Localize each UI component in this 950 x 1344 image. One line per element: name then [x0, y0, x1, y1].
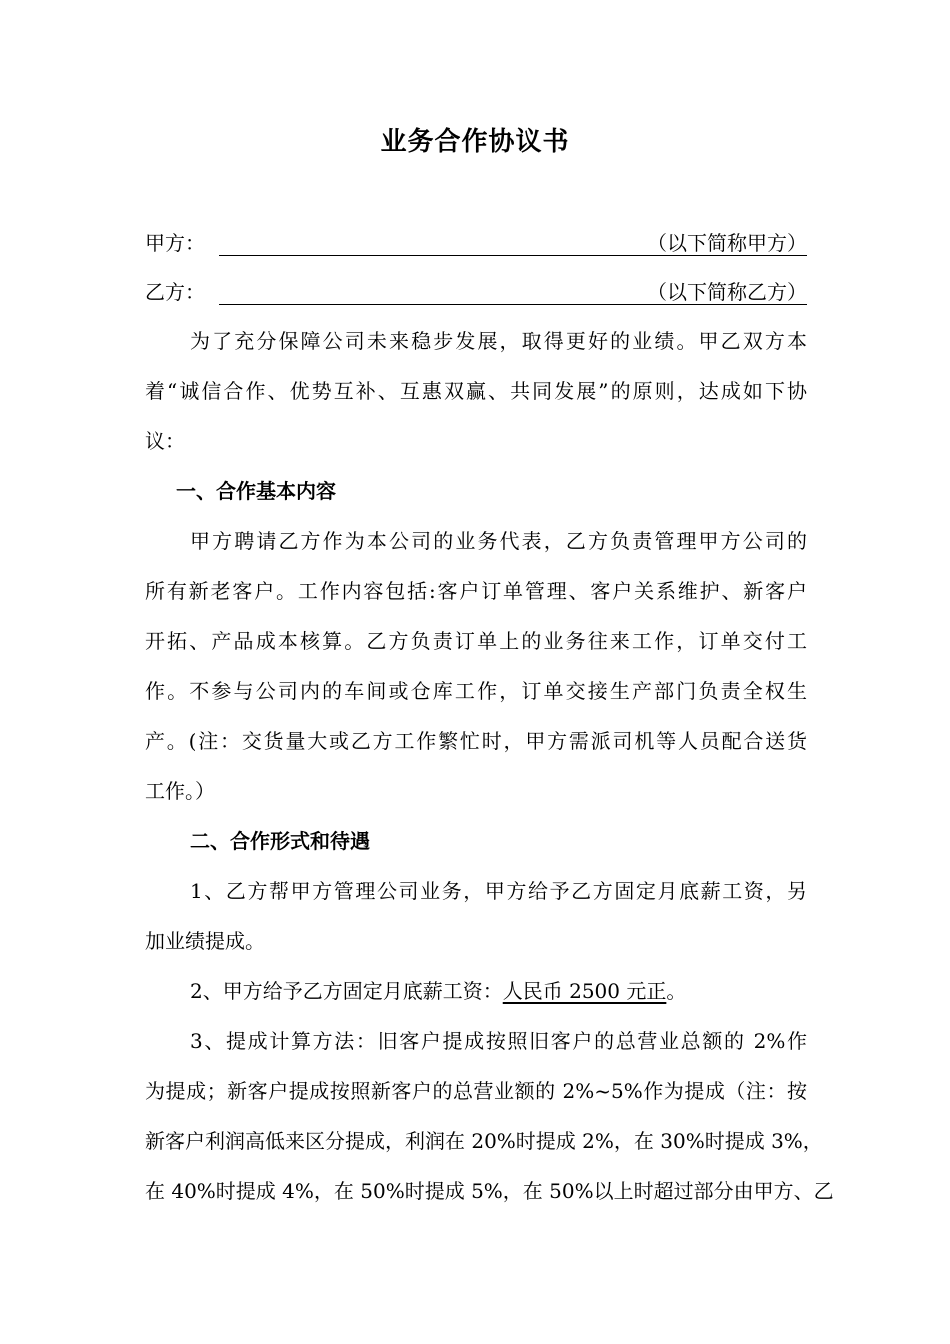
- intro-line: 着“诚信合作、优势互补、互惠双赢、共同发展”的原则，达成如下协: [145, 379, 807, 403]
- item2-suffix: 。: [666, 979, 687, 1003]
- party-a-line: [145, 228, 807, 258]
- item2-prefix: 2、甲方给予乙方固定月底薪工资：: [190, 979, 503, 1003]
- section2-item1-line: 加业绩提成。: [145, 929, 265, 953]
- party-a-label: 甲方：: [145, 231, 205, 255]
- document-title: 业务合作协议书: [380, 127, 570, 157]
- section2-item2-line: [190, 976, 807, 1006]
- section1-line: 开拓、产品成本核算。乙方负责订单上的业务往来工作，订单交付工: [145, 629, 807, 653]
- section2-item3-line: 3、提成计算方法：旧客户提成按照旧客户的总营业总额的 2%作: [190, 1029, 807, 1053]
- party-a-suffix: （以下简称甲方）: [647, 231, 807, 255]
- section2-heading: 二、合作形式和待遇: [190, 829, 370, 853]
- section1-line: 作。不参与公司内的车间或仓库工作，订单交接生产部门负责全权生: [145, 679, 807, 703]
- party-b-suffix: （以下简称乙方）: [647, 280, 807, 304]
- section1-heading: 一、合作基本内容: [176, 479, 336, 503]
- section2-item3-line: 为提成；新客户提成按照新客户的总营业额的 2%~5%作为提成（注：按: [145, 1079, 807, 1103]
- section1-line: 甲方聘请乙方作为本公司的业务代表，乙方负责管理甲方公司的: [190, 529, 807, 553]
- intro-line: 为了充分保障公司未来稳步发展，取得更好的业绩。甲乙双方本: [190, 329, 807, 353]
- section2-item3-line: 新客户利润高低来区分提成，利润在 20%时提成 2%，在 30%时提成 3%，: [145, 1129, 823, 1153]
- party-b-line: [145, 277, 807, 307]
- section1-line: 所有新老客户。工作内容包括:客户订单管理、客户关系维护、新客户: [145, 579, 807, 603]
- section2-item3-line: 在 40%时提成 4%，在 50%时提成 5%，在 50%以上时超过部分由甲方、乙: [145, 1179, 834, 1203]
- section1-line: 工作。）: [145, 779, 215, 803]
- section2-item1-line: 1、乙方帮甲方管理公司业务，甲方给予乙方固定月底薪工资，另: [190, 879, 807, 903]
- intro-line: 议：: [145, 429, 185, 453]
- party-b-label: 乙方：: [145, 280, 205, 304]
- salary-amount: 人民币 2500 元正: [502, 979, 667, 1003]
- section1-line: 产。(注：交货量大或乙方工作繁忙时，甲方需派司机等人员配合送货: [145, 729, 807, 753]
